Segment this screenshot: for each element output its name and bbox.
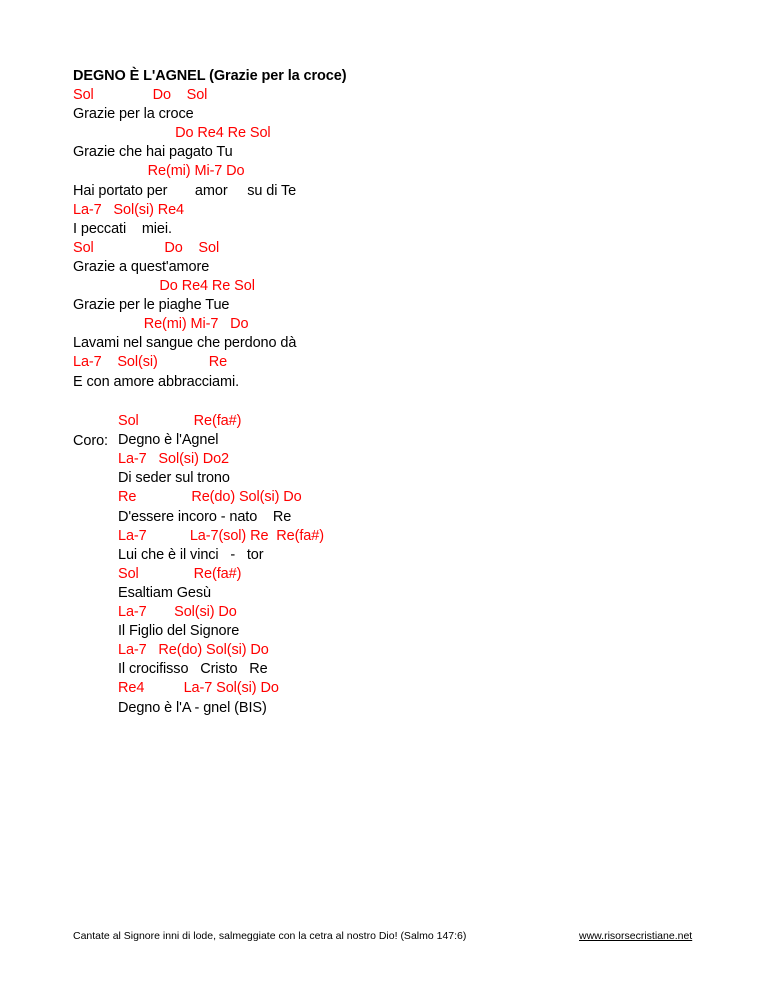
chorus-label: Coro: <box>73 433 108 449</box>
verse-lyric-line: Grazie a quest'amore <box>73 258 210 275</box>
chorus-lyric-line: Il Figlio del Signore <box>118 623 240 640</box>
verse-chord-line: Sol Do Sol <box>73 239 220 256</box>
footer-quote: Cantate al Signore inni di lode, salmeggiate con la cetra al nostro Dio! (Salmo 147:6) <box>73 930 467 942</box>
verse-chord-line: Do Re4 Re Sol <box>73 278 255 294</box>
chorus-lyric-line: Esaltiam Gesù <box>118 584 211 601</box>
chorus-chord-line: La-7 La-7(sol) Re Re(fa#) <box>118 527 324 544</box>
verse-chord-line: Re(mi) Mi-7 Do <box>73 316 249 333</box>
chorus-chord-line: Sol Re(fa#) <box>118 413 242 429</box>
verse-chord-line: Sol Do Sol <box>73 87 208 103</box>
verse-lyric-line: Grazie per le piaghe Tue <box>73 297 230 314</box>
footer-website-link[interactable]: www.risorsecristiane.net <box>579 930 693 942</box>
verse-lyric-line: Grazie per la croce <box>73 106 194 123</box>
song-title: DEGNO È L'AGNEL (Grazie per la croce) <box>73 68 347 84</box>
chorus-chord-line: Re4 La-7 Sol(si) Do <box>118 680 279 697</box>
chorus-chord-line: La-7 Sol(si) Do <box>118 604 237 620</box>
chorus-chord-line: La-7 Sol(si) Do2 <box>118 451 230 468</box>
verse-chord-line: Re(mi) Mi-7 Do <box>73 163 245 180</box>
chorus-lyric-line: Degno è l'A - gnel (BIS) <box>118 699 267 716</box>
verse-lyric-line: Lavami nel sangue che perdono dà <box>73 335 297 352</box>
chorus-lyric-line: Degno è l'Agnel <box>118 432 219 449</box>
chorus-chord-line: Re Re(do) Sol(si) Do <box>118 489 302 506</box>
verse-chord-line: La-7 Sol(si) Re <box>73 354 228 371</box>
verse-lyric-line: E con amore abbracciami. <box>73 373 240 390</box>
verse-chord-line: Do Re4 Re Sol <box>73 125 271 142</box>
chorus-lyric-line: Lui che è il vinci - tor <box>118 546 264 563</box>
chorus-lyric-line: Il crocifisso Cristo Re <box>118 661 268 678</box>
chorus-chord-line: Sol Re(fa#) <box>118 565 242 582</box>
verse-lyric-line: I peccati miei. <box>73 220 172 237</box>
chorus-lyric-line: Di seder sul trono <box>118 470 230 487</box>
chorus-chord-line: La-7 Re(do) Sol(si) Do <box>118 642 269 659</box>
verse-lyric-line: Grazie che hai pagato Tu <box>73 144 233 161</box>
verse-lyric-line: Hai portato per amor su di Te <box>73 182 297 199</box>
verse-chord-line: La-7 Sol(si) Re4 <box>73 201 185 218</box>
chorus-lyric-line: D'essere incoro - nato Re <box>118 508 292 525</box>
